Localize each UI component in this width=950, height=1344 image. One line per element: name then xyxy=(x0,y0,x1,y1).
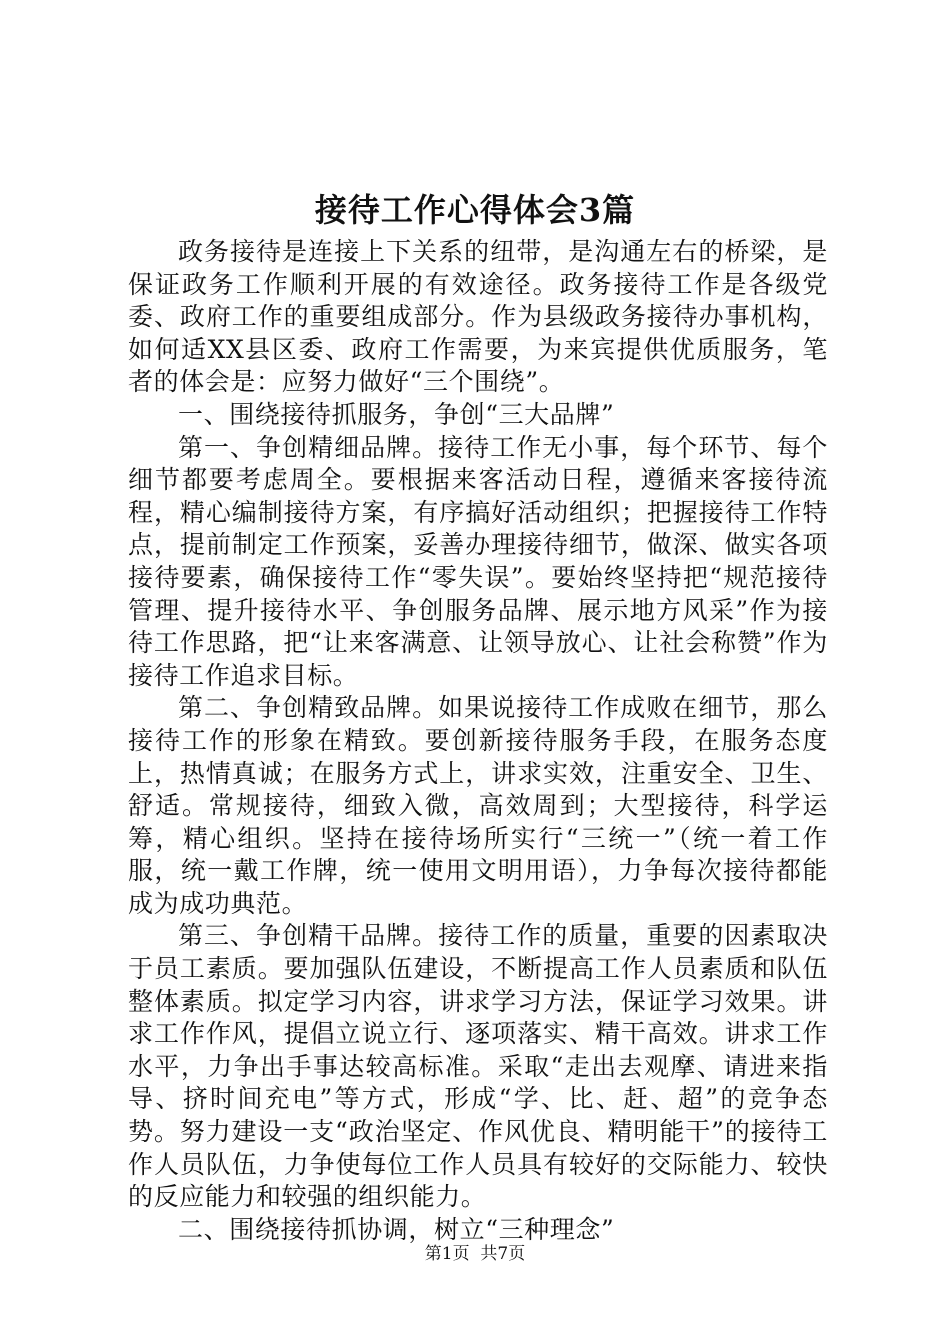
document-body xyxy=(128,236,828,1246)
page-footer xyxy=(0,1242,950,1266)
paragraph-second-brand: 第二、争创精致品牌。如果说接待工作成败在细节，那么接待工作的形象在精致。要创新接待服务手段，在服务态度上，热情真诚；在服务方式上，讲求实效，注重安全、卫生、舒适。常规接待，细致入微，高效周到；大型接待，科学运筹，精心组织。坚持在接待场所实行“三统一”（统一着工作服，统一戴工作牌，统一使用文明用语），力争每次接待都能成为成功典范。 xyxy=(128,693,828,918)
paragraph-intro: 政务接待是连接上下关系的纽带，是沟通左右的桥梁，是保证政务工作顺利开展的有效途径。政务接待工作是各级党委、政府工作的重要组成部分。作为县级政务接待办事机构，如何适XX县区委、政府工作需要，为来宾提供优质服务，笔者的体会是：应努力做好“三个围绕”。 xyxy=(128,237,828,397)
paragraph-first-brand: 第一、争创精细品牌。接待工作无小事，每个环节、每个细节都要考虑周全。要根据来客活动日程，遵循来客接待流程，精心编制接待方案，有序搞好活动组织；把握接待工作特点，提前制定工作预案，妥善办理接待细节，做深、做实各项接待要素，确保接待工作“零失误”。要始终坚持把“规范接待管理、提升接待水平、争创服务品牌、展示地方风采”作为接待工作思路，把“让来客满意、让领导放心、让社会称赞”作为接待工作追求目标。 xyxy=(128,432,828,690)
page-number: 第1页 xyxy=(424,1244,470,1264)
paragraph-third-brand: 第三、争创精干品牌。接待工作的质量，重要的因素取决于员工素质。要加强队伍建设，不断提高工作人员素质和队伍整体素质。拟定学习内容，讲求学习方法，保证学习效果。讲求工作作风，提倡立说立行、逐项落实、精干高效。讲求工作水平，力争出手事达较高标准。采取“走出去观摩、请进来指导、挤时间充电”等方式，形成“学、比、赶、超”的竞争态势。努力建设一支“政治坚定、作风优良、精明能干”的接待工作人员队伍，力争使每位工作人员具有较好的交际能力、较快的反应能力和较强的组织能力。 xyxy=(128,921,828,1212)
section-heading-2: 二、围绕接待抓协调，树立“三种理念” xyxy=(178,1214,615,1244)
page-total: 共7页 xyxy=(480,1244,526,1264)
document-title: 接待工作心得体会3篇 xyxy=(314,191,636,229)
section-heading-1: 一、围绕接待抓服务，争创“三大品牌” xyxy=(178,399,615,429)
